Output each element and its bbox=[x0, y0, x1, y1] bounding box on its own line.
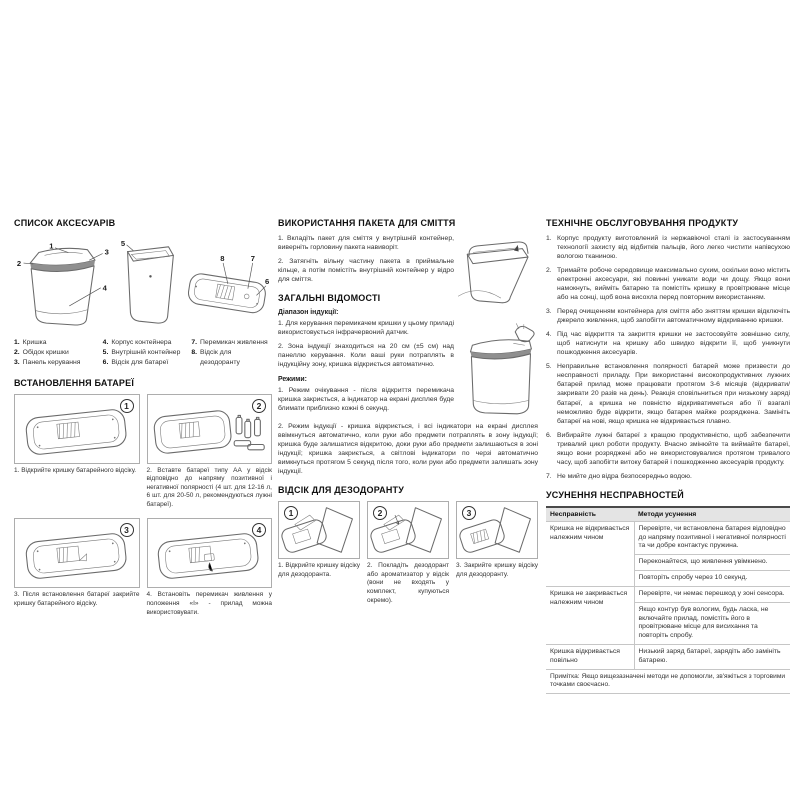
table-row bbox=[546, 586, 790, 602]
maintenance-item: 6. Вибирайте лужні батареї з кращою продуктивністю, щоб забезпечити тривалий цикл роботи продукту. Вчасно змінюйте та виймайте батареї, якщо вони розряджені або не використовувалися протягом тривалого часу, щоб запобігти витоку батарей і пошкодженню аксесуарів продукту. bbox=[546, 431, 790, 466]
usage-illustrations bbox=[462, 234, 538, 420]
bag-in-container-icon bbox=[458, 234, 542, 310]
table-note-row bbox=[546, 669, 790, 693]
aa-batteries-icon bbox=[150, 398, 268, 460]
modes-label: Режими: bbox=[278, 376, 307, 384]
step-number-badge: 4 bbox=[252, 523, 266, 537]
battery-step-3-figure bbox=[14, 518, 140, 588]
battery-cover-close-icon bbox=[18, 522, 136, 584]
method-cell: Повторіть спробу через 10 секунд. bbox=[634, 571, 790, 587]
battery-step-1 bbox=[14, 394, 140, 510]
battery-step-1-figure bbox=[14, 394, 140, 464]
svg-text:1: 1 bbox=[49, 241, 54, 251]
legend-item: 6. Відсік для батареї bbox=[102, 358, 169, 366]
maintenance-item: 7. Не мийте дно відра безпосередньо водою. bbox=[546, 472, 692, 480]
section-title-bag: ВИКОРИСТАННЯ ПАКЕТА ДЛЯ СМІТТЯ bbox=[278, 218, 456, 228]
battery-step-2-figure bbox=[147, 394, 273, 464]
step-number-badge: 3 bbox=[120, 523, 134, 537]
battery-step-3-caption: 3. Після встановлення батареї закрийте кришку батарейного відсіку. bbox=[14, 591, 140, 607]
column-accessories bbox=[14, 218, 272, 617]
table-row bbox=[546, 521, 790, 554]
bag-step-1: 1. Вкладіть пакет для сміття у внутрішній контейнер, виверніть горловину пакета навиворіт. bbox=[278, 235, 454, 252]
maintenance-item: 1. Корпус продукту виготовлений із нержавіючої сталі із застосуванням технології захисту від відбитків пальців, його легко чистити напівсухою вологою тканиною. bbox=[546, 235, 790, 261]
maintenance-item: 5. Неправильне встановлення полярності батарей може призвести до несправності приладу. При використанні високопродуктивних лужних батарей прилад може працювати протягом 3-6 місяців (відкривати/закривати 20 разів на день). Реакція сповільниться при низькому заряді батареї, а кришка не повністю відкриватиметься або її взагалі неможливо буде відкрити, якщо батарея майже розряджена. Замініть батареї на нові, якщо кришка не відкривається плавно. bbox=[546, 363, 790, 425]
battery-step-4-caption: 4. Встановіть перемикач живлення у положення «І» - прилад можна використовувати. bbox=[146, 591, 272, 616]
svg-text:7: 7 bbox=[251, 254, 256, 264]
battery-compartment-open-icon bbox=[18, 398, 136, 460]
svg-text:2: 2 bbox=[16, 258, 22, 268]
svg-text:4: 4 bbox=[102, 283, 107, 293]
table-row bbox=[546, 645, 790, 670]
deodorant-step-3-caption: 3. Закрийте кришку відсіку для дезодоранту. bbox=[456, 562, 538, 578]
induction-range-item: 2. Зона індукції знаходиться на 20 см (±5 см) над панеллю керування. Коли ваші руки потраплять в індукційну зону, кришка відкриється автоматично. bbox=[278, 343, 454, 369]
deodorant-step-3 bbox=[456, 501, 538, 605]
table-header-row bbox=[546, 507, 790, 522]
step-number-badge: 3 bbox=[462, 506, 476, 520]
battery-step-3 bbox=[14, 518, 140, 617]
legend-item: 3. Панель керування bbox=[14, 358, 81, 366]
power-switch-icon bbox=[150, 522, 268, 584]
battery-step-1-caption: 1. Відкрийте кришку батарейного відсіку. bbox=[14, 466, 137, 474]
bag-step-2: 2. Затягніть вільну частину пакета в приймальне кільце, а потім помістіть внутрішній контейнер у відро для сміття. bbox=[278, 258, 454, 284]
legend-column-2 bbox=[103, 338, 184, 368]
lid-underside-diagram bbox=[184, 234, 272, 330]
legend-column-1 bbox=[14, 338, 95, 368]
battery-steps-grid bbox=[14, 394, 272, 618]
deodorant-steps-grid bbox=[278, 501, 538, 605]
battery-step-2-caption: 2. Вставте батареї типу АА у відсік відповідно до напряму позитивної і негативної полярності (4 шт. для 12-16 л, 6 шт. для 20-50 л, рекомендуються лужні батареї). bbox=[146, 466, 272, 508]
mode-item-2: 2. Режим індукції - кришка відкриється, і всі індикатори на екрані дисплея ввімкнуться автоматично, коли руки або предмети потраплять в зону індукції; кришка буде залишатися відкритою, доки руки або предмети залишаються в зоні індукції; кришка закриється, а світлові індикатори по черзі автоматично вимкнуться протягом 5 секунд після того, коли руки або предмети залишать зону індукції. bbox=[278, 423, 538, 476]
section-title-accessories: СПИСОК АКСЕСУАРІВ bbox=[14, 218, 116, 228]
deodorant-step-1-figure bbox=[278, 501, 360, 559]
section-title-battery: ВСТАНОВЛЕННЯ БАТАРЕЇ bbox=[14, 377, 135, 388]
deodorant-step-2-figure bbox=[367, 501, 449, 559]
svg-text:5: 5 bbox=[121, 238, 126, 248]
section-title-maintenance: ТЕХНІЧНЕ ОБСЛУГОВУВАННЯ ПРОДУКТУ bbox=[546, 218, 739, 228]
bag-general-text bbox=[278, 234, 454, 420]
induction-range-item: 1. Для керування перемикачем кришки у цьому приладі використовується інфрачервоний датчик. bbox=[278, 320, 454, 337]
svg-text:8: 8 bbox=[220, 254, 225, 264]
svg-text:6: 6 bbox=[265, 276, 270, 286]
column-usage bbox=[278, 218, 538, 605]
battery-step-4 bbox=[147, 518, 273, 617]
battery-step-2 bbox=[147, 394, 273, 510]
fault-cell: Кришка не відкривається належним чином bbox=[546, 521, 634, 586]
step-number-badge: 1 bbox=[120, 399, 134, 413]
step-number-badge: 1 bbox=[284, 506, 298, 520]
method-cell: Перевірте, чи встановлена батарея відповідно до напряму позитивної і негативної полярності та чи добре контактує пружина. bbox=[634, 521, 790, 554]
maintenance-list bbox=[546, 234, 790, 481]
inner-container-diagram bbox=[119, 234, 178, 334]
accessories-diagrams bbox=[14, 234, 272, 334]
legend-item: 5. Внутрішній контейнер bbox=[102, 348, 181, 356]
induction-range-label: Діапазон індукції: bbox=[278, 309, 339, 317]
accessories-legend bbox=[14, 338, 272, 368]
legend-item: 2. Обідок кришки bbox=[14, 348, 69, 356]
column-header-methods: Методи усунення bbox=[634, 507, 790, 522]
deodorant-step-2-caption: 2. Покладіть дезодорант або ароматизатор у відсік (вони не входять у комплект, купуються окремо). bbox=[367, 562, 449, 604]
hand-over-sensor-icon bbox=[460, 320, 540, 420]
method-cell: Якщо контур був вологим, будь ласка, не включайте прилад, помістіть його в провітрюване місце для висихання та повторіть спробу. bbox=[634, 602, 790, 644]
troubleshooting-table bbox=[546, 506, 790, 694]
fault-cell: Кришка відкривається повільно bbox=[546, 645, 634, 670]
maintenance-item: 4. Під час відкриття та закриття кришки не застосовуйте зовнішню силу, щоб натиснути на кришку або швидко відкрити її, щоб уникнути пошкодження аксесуарів. bbox=[546, 331, 790, 357]
legend-item: 4. Корпус контейнера bbox=[102, 339, 172, 346]
legend-item: 1. Кришка bbox=[14, 339, 47, 346]
column-maintenance bbox=[546, 218, 790, 694]
fault-cell: Кришка не закривається належним чином bbox=[546, 586, 634, 644]
table-note: Примітка: Якщо вищезазначені методи не допомогли, зв'яжіться з торговими точками своєчасно. bbox=[546, 669, 790, 693]
legend-column-3 bbox=[191, 338, 272, 368]
deodorant-step-1-caption: 1. Відкрийте кришку відсіку для дезодоранта. bbox=[278, 562, 360, 578]
trash-can-diagram bbox=[14, 234, 113, 334]
section-title-general: ЗАГАЛЬНІ ВІДОМОСТІ bbox=[278, 293, 381, 304]
column-header-fault: Несправність bbox=[546, 507, 634, 522]
battery-step-4-figure bbox=[147, 518, 273, 588]
svg-text:3: 3 bbox=[104, 247, 109, 257]
method-cell: Переконайтеся, що живлення увімкнено. bbox=[634, 555, 790, 571]
deodorant-step-2 bbox=[367, 501, 449, 605]
maintenance-item: 2. Тримайте робоче середовище максимально сухим, оскільки воно містить електронні аксесуари, які повинні уникати води чи дощу. Якщо вони намокнуть, вийміть батарею та помістіть кришку в провітрюване місце або на сонці, щоб вона висохла перед повторним використанням. bbox=[546, 267, 790, 302]
deodorant-step-1 bbox=[278, 501, 360, 605]
maintenance-item: 3. Перед очищенням контейнера для сміття або зняттям кришки відключіть джерело живлення, щоб запобігти автоматичному відкриванню кришки. bbox=[546, 308, 790, 325]
section-title-deodorant: ВІДСІК ДЛЯ ДЕЗОДОРАНТУ bbox=[278, 485, 405, 496]
section-title-troubleshooting: УСУНЕННЯ НЕСПРАВНОСТЕЙ bbox=[546, 489, 684, 500]
step-number-badge: 2 bbox=[373, 506, 387, 520]
legend-item: 8. Відсік для дезодоранту bbox=[191, 348, 240, 366]
method-cell: Перевірте, чи немає перешкод у зоні сенсора. bbox=[634, 586, 790, 602]
deodorant-step-3-figure bbox=[456, 501, 538, 559]
mode-item-1: 1. Режим очікування - після відкриття перемикача кришка закриється, а індикатор на екрані дисплея буде блимати приблизно кожні 6 секунд. bbox=[278, 387, 454, 413]
step-number-badge: 2 bbox=[252, 399, 266, 413]
legend-item: 7. Перемикач живлення bbox=[191, 339, 268, 346]
method-cell: Низький заряд батареї, зарядіть або замініть батарею. bbox=[634, 645, 790, 670]
